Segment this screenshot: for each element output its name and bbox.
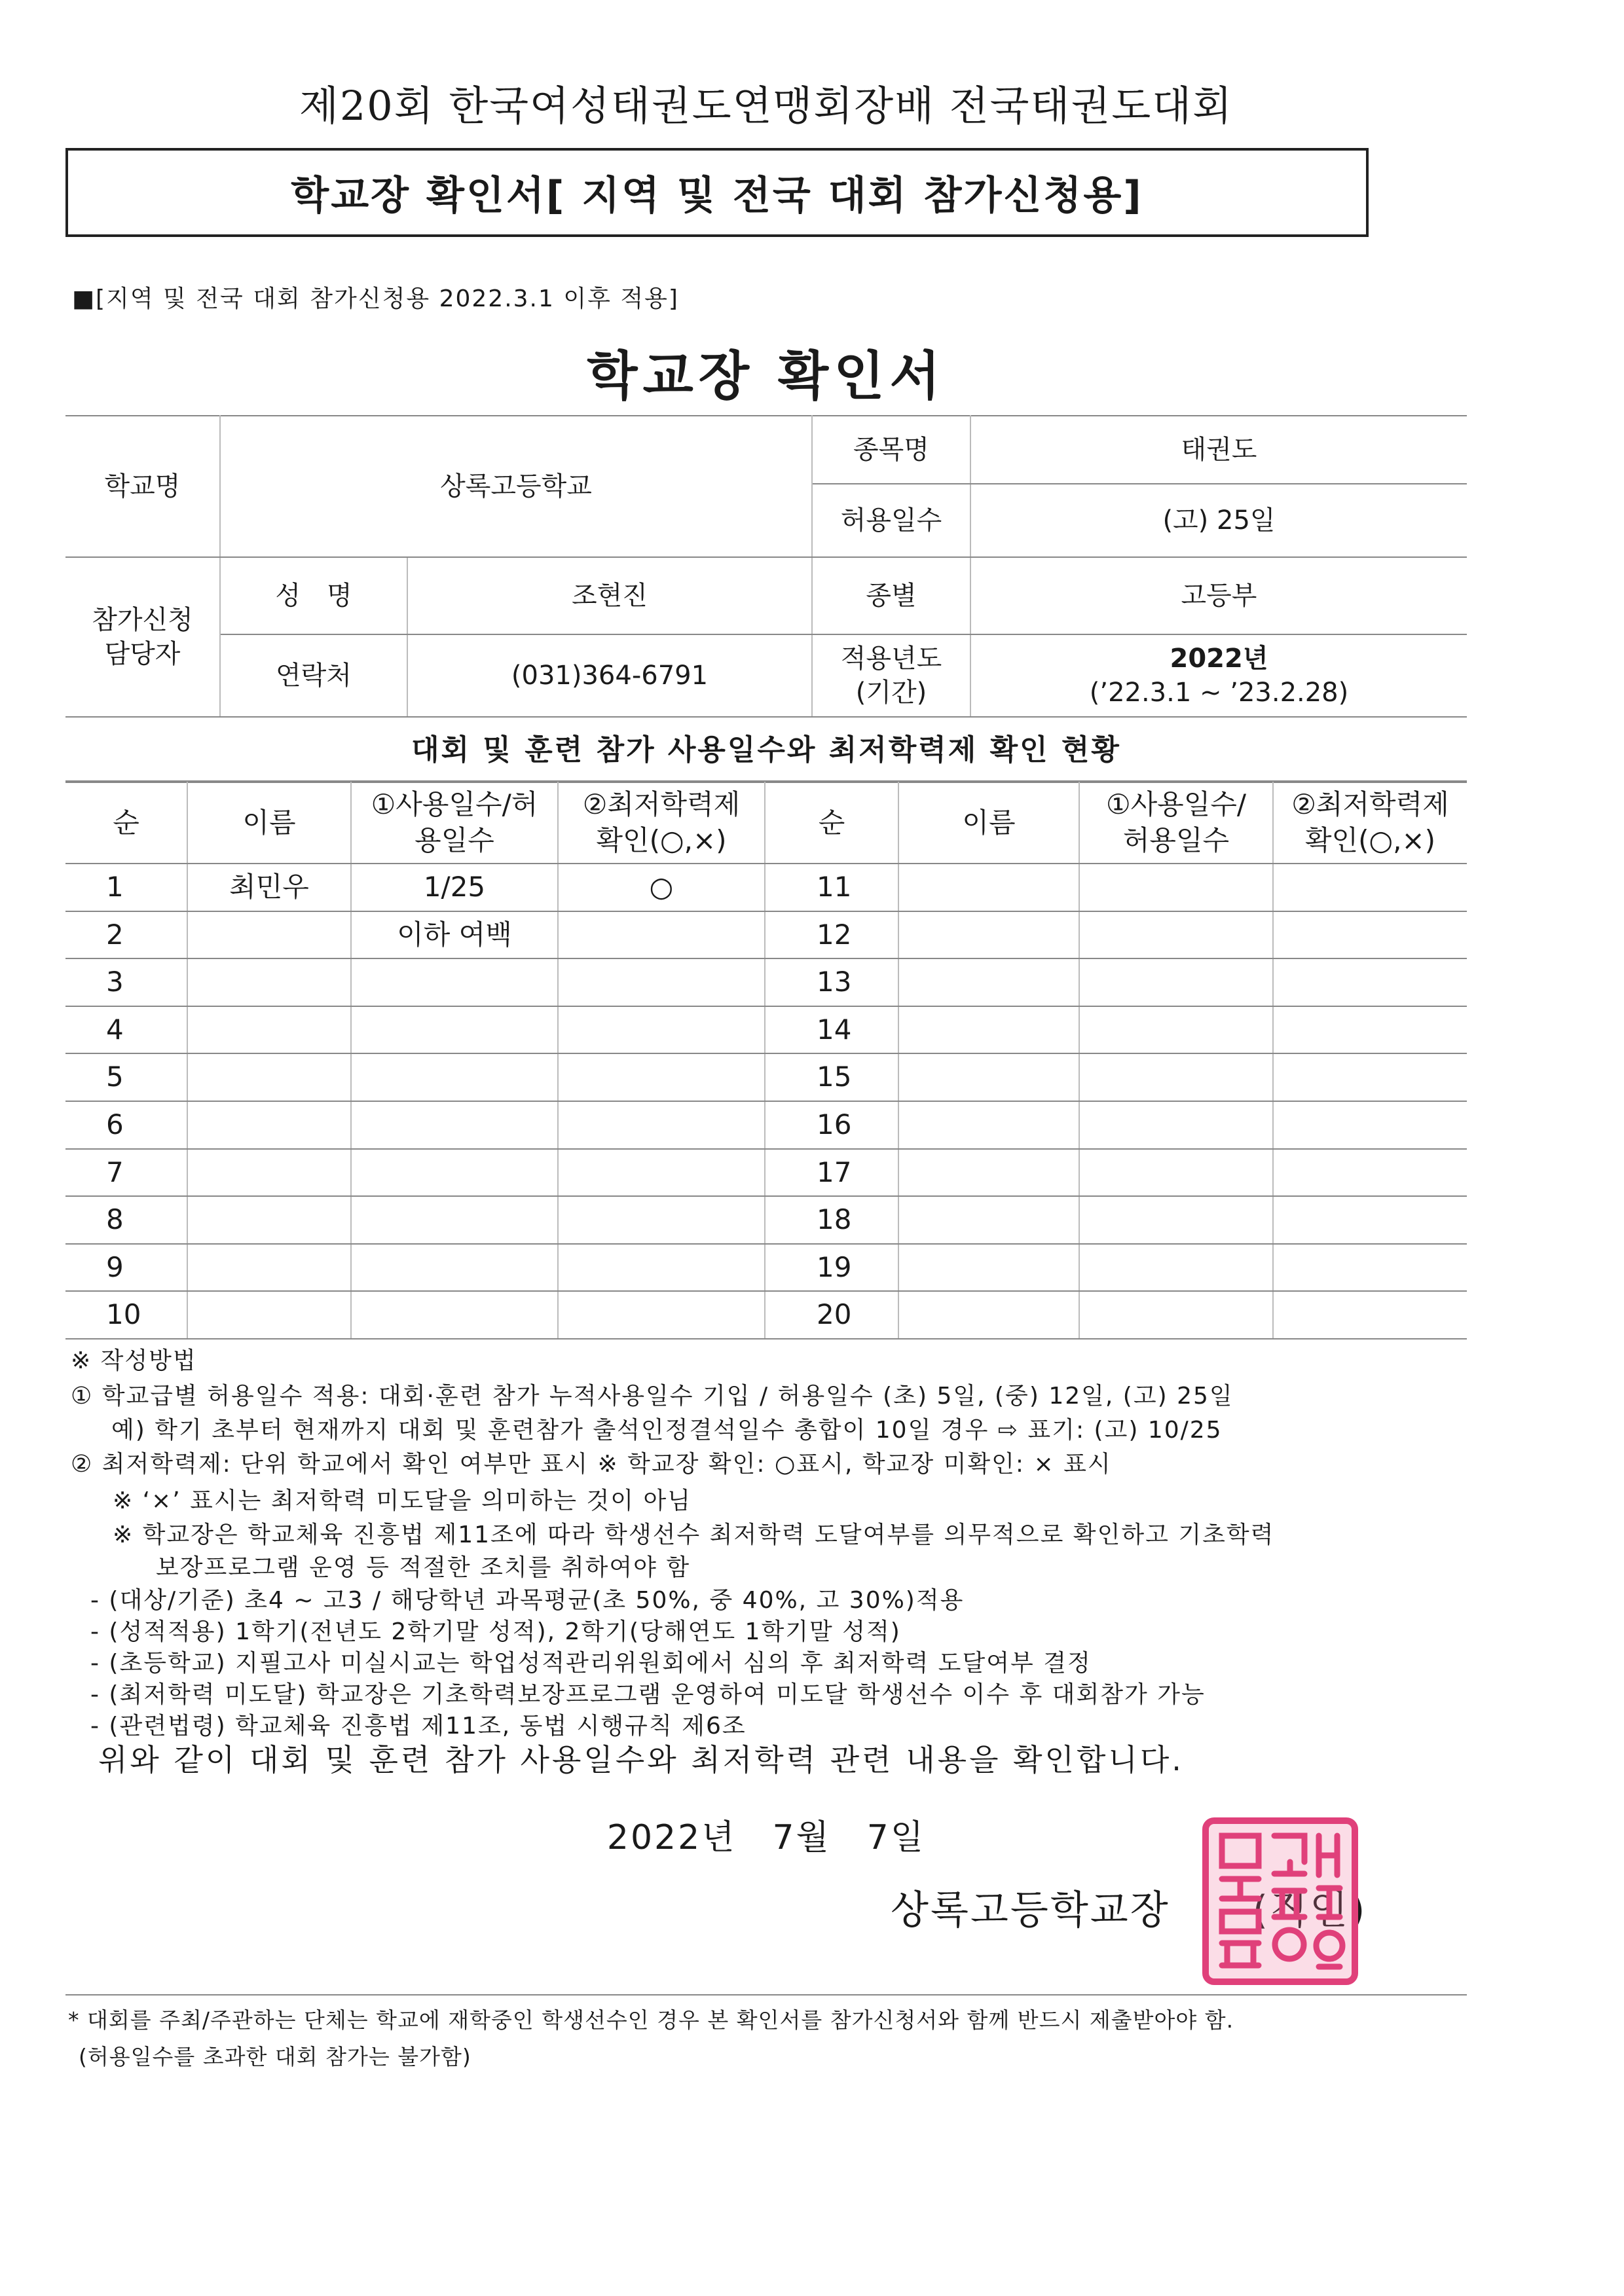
instructions-item2: ② 최저학력제: 단위 학교에서 확인 여부만 표시 ※ 학교장 확인: ○표시, 학교장 미확인: × 표시 (71, 1451, 1112, 1478)
header-min-right-line1: ②최저학력제 (1291, 788, 1449, 821)
footer-note1: * 대회를 주최/주관하는 단체는 학교에 재학중인 학생선수인 경우 본 확인서를 참가신청서와 함께 반드시 제출받아야 함. (68, 2007, 1234, 2033)
row-days-left: 1/25 (351, 864, 558, 911)
sport-value: 태권도 (970, 416, 1467, 484)
applicant-label (65, 557, 220, 717)
row-name-left (187, 1149, 351, 1197)
contact-value: (031)364-6791 (407, 634, 812, 717)
row-min-right (1273, 1149, 1467, 1197)
division-value: 고등부 (970, 557, 1467, 634)
row-no-left: 1 (65, 864, 187, 911)
row-name-left: 최민우 (187, 864, 351, 911)
row-days-right (1079, 1291, 1273, 1339)
row-min-right (1273, 864, 1467, 911)
applicability-note: ■[지역 및 전국 대회 참가신청용 2022.3.1 이후 적용] (72, 285, 679, 312)
row-name-right (898, 1006, 1079, 1054)
table-row (65, 1149, 1467, 1197)
row-days-left (351, 1149, 558, 1197)
header-no-right: 순 (765, 782, 898, 864)
table-row (65, 1053, 1467, 1101)
row-no-right: 18 (765, 1196, 898, 1244)
row-no-right: 16 (765, 1101, 898, 1149)
header-min-left-line1: ②최저학력제 (582, 788, 741, 821)
table-row (65, 911, 1467, 959)
instructions-dash5: - (관련법령) 학교체육 진흥법 제11조, 동법 시행규칙 제6조 (90, 1713, 747, 1740)
contact-label: 연락처 (220, 634, 407, 717)
row-min-left (558, 1149, 765, 1197)
instructions-dash2: - (성적적용) 1학기(전년도 2학기말 성적), 2학기(당해연도 1학기말 성적) (90, 1618, 901, 1645)
row-no-right: 15 (765, 1053, 898, 1101)
table-row (65, 864, 1467, 911)
header-days-right (1079, 782, 1273, 864)
table-row (65, 1196, 1467, 1244)
row-name-right (898, 1244, 1079, 1292)
row-name-left (187, 1006, 351, 1054)
row-no-left: 7 (65, 1149, 187, 1197)
header-days-left-line1: ①사용일수/허 (371, 788, 538, 821)
row-min-right (1273, 1101, 1467, 1149)
row-days-left (351, 1006, 558, 1054)
table-row (65, 1006, 1467, 1054)
row-name-left (187, 1053, 351, 1101)
year-value-line1: 2022년 (1170, 644, 1268, 674)
row-no-right: 11 (765, 864, 898, 911)
row-name-left (187, 1101, 351, 1149)
row-min-right (1273, 1291, 1467, 1339)
row-days-right (1079, 1101, 1273, 1149)
row-name-left (187, 958, 351, 1006)
status-table (65, 782, 1467, 1339)
confirmation-statement: 위와 같이 대회 및 훈련 참가 사용일수와 최저학력 관련 내용을 확인합니다. (98, 1742, 1184, 1777)
applicant-label-line1: 참가신청 (92, 605, 193, 635)
row-days-right (1079, 1149, 1273, 1197)
year-label-line2: (기간) (855, 678, 927, 708)
header-days-right-line2: 허용일수 (1122, 824, 1230, 856)
row-days-right (1079, 1196, 1273, 1244)
row-name-right (898, 1101, 1079, 1149)
event-title: 제20회 한국여성태권도연맹회장배 전국태권도대회 (299, 82, 1234, 130)
row-name-right (898, 1149, 1079, 1197)
header-name-right: 이름 (898, 782, 1079, 864)
row-min-right (1273, 1006, 1467, 1054)
year-label (812, 634, 970, 717)
row-no-left: 3 (65, 958, 187, 1006)
row-name-left (187, 1244, 351, 1292)
row-min-left (558, 1053, 765, 1101)
row-name-right (898, 1053, 1079, 1101)
row-no-left: 10 (65, 1291, 187, 1339)
instructions-note2b: 보장프로그램 운영 등 적절한 조치를 취하여야 함 (156, 1554, 691, 1581)
row-min-right (1273, 1196, 1467, 1244)
row-no-left: 2 (65, 911, 187, 959)
row-min-right (1273, 1244, 1467, 1292)
row-no-left: 8 (65, 1196, 187, 1244)
row-days-right (1079, 1244, 1273, 1292)
table-row (65, 958, 1467, 1006)
row-no-right: 14 (765, 1006, 898, 1054)
row-no-left: 6 (65, 1101, 187, 1149)
confirmation-date: 2022년 7월 7일 (606, 1818, 926, 1857)
row-min-left (558, 1291, 765, 1339)
row-no-right: 19 (765, 1244, 898, 1292)
status-header-row (65, 782, 1467, 864)
row-name-right (898, 1291, 1079, 1339)
row-days-left (351, 1291, 558, 1339)
header-name-left: 이름 (187, 782, 351, 864)
row-no-right: 12 (765, 911, 898, 959)
instructions-heading: ※ 작성방법 (71, 1347, 197, 1374)
row-name-left (187, 1291, 351, 1339)
header-days-left (351, 782, 558, 864)
row-min-right (1273, 911, 1467, 959)
row-days-left (351, 1053, 558, 1101)
row-days-left (351, 1101, 558, 1149)
row-name-right (898, 958, 1079, 1006)
row-days-right (1079, 911, 1273, 959)
allowed-days-label: 허용일수 (812, 484, 970, 557)
row-name-right (898, 864, 1079, 911)
instructions-item1-example: 예) 학기 초부터 현재까지 대회 및 훈련참가 출석인정결석일수 총합이 10일 경우 ⇨ 표기: (고) 10/25 (111, 1417, 1223, 1444)
row-days-right (1079, 1006, 1273, 1054)
row-min-left (558, 1006, 765, 1054)
row-days-left (351, 1244, 558, 1292)
footer-divider (65, 1994, 1467, 1995)
division-label: 종별 (812, 557, 970, 634)
year-value-line2: (’22.3.1 ~ ’23.2.28) (1089, 678, 1349, 708)
school-seal-stamp (1202, 1817, 1358, 1985)
header-min-right (1273, 782, 1467, 864)
instructions-dash4: - (최저학력 미도달) 학교장은 기초학력보장프로그램 운영하여 미도달 학생선수 이수 후 대회참가 가능 (90, 1681, 1206, 1708)
row-days-right (1079, 958, 1273, 1006)
row-no-left: 9 (65, 1244, 187, 1292)
name-label: 성 명 (220, 557, 407, 634)
header-min-left-line2: 확인(○,×) (596, 824, 727, 856)
row-name-right (898, 911, 1079, 959)
row-min-left: ○ (558, 864, 765, 911)
row-name-left (187, 1196, 351, 1244)
year-value (970, 634, 1467, 717)
row-days-left (351, 1196, 558, 1244)
header-no-left: 순 (65, 782, 187, 864)
row-no-right: 13 (765, 958, 898, 1006)
row-days-left (351, 958, 558, 1006)
header-days-right-line1: ①사용일수/ (1105, 788, 1247, 821)
row-min-left (558, 911, 765, 959)
sport-label: 종목명 (812, 416, 970, 484)
year-label-line1: 적용년도 (840, 644, 942, 674)
name-value: 조현진 (407, 557, 812, 634)
info-table (65, 415, 1467, 718)
instructions-dash1: - (대상/기준) 초4 ~ 고3 / 해당학년 과목평균(초 50%, 중 40%, 고 30%)적용 (90, 1587, 965, 1614)
row-days-right (1079, 1053, 1273, 1101)
row-no-left: 4 (65, 1006, 187, 1054)
document-title: 학교장 확인서 (587, 346, 946, 407)
allowed-days-value: (고) 25일 (970, 484, 1467, 557)
row-no-left: 5 (65, 1053, 187, 1101)
row-min-left (558, 958, 765, 1006)
row-no-right: 20 (765, 1291, 898, 1339)
row-no-right: 17 (765, 1149, 898, 1197)
school-label: 학교명 (65, 416, 220, 557)
row-name-right (898, 1196, 1079, 1244)
table-row (65, 1244, 1467, 1292)
header-days-left-line2: 용일수 (415, 824, 494, 856)
instructions-dash3: - (초등학교) 지필고사 미실시교는 학업성적관리위원회에서 심의 후 최저학력 도달여부 결정 (90, 1650, 1092, 1677)
signer-line: 상록고등학교장 (직인) (891, 1887, 1367, 1933)
row-days-left: 이하 여백 (351, 911, 558, 959)
header-min-left (558, 782, 765, 864)
instructions-item1: ① 학교급별 허용일수 적용: 대회·훈련 참가 누적사용일수 기입 / 허용일수 (초) 5일, (중) 12일, (고) 25일 (71, 1383, 1234, 1410)
table-row (65, 1291, 1467, 1339)
row-min-left (558, 1101, 765, 1149)
row-min-left (558, 1196, 765, 1244)
applicant-label-line2: 담당자 (104, 639, 181, 669)
school-value: 상록고등학교 (220, 416, 812, 557)
instructions-note2a: ※ 학교장은 학교체육 진흥법 제11조에 따라 학생선수 최저학력 도달여부를 의무적으로 확인하고 기초학력 (113, 1522, 1275, 1548)
row-days-right (1079, 864, 1273, 911)
row-min-right (1273, 958, 1467, 1006)
row-min-left (558, 1244, 765, 1292)
table-row (65, 1101, 1467, 1149)
instructions-note1: ※ ‘×’ 표시는 최저학력 미도달을 의미하는 것이 아님 (113, 1487, 692, 1514)
header-min-right-line2: 확인(○,×) (1304, 824, 1436, 856)
status-section-title: 대회 및 훈련 참가 사용일수와 최저학력제 확인 현황 (65, 719, 1467, 782)
footer-note2: (허용일수를 초과한 대회 참가는 불가함) (79, 2044, 471, 2069)
seal-pattern-icon (1209, 1824, 1352, 1978)
row-name-left (187, 911, 351, 959)
boxed-form-title: 학교장 확인서[ 지역 및 전국 대회 참가신청용] (65, 148, 1369, 237)
row-min-right (1273, 1053, 1467, 1101)
